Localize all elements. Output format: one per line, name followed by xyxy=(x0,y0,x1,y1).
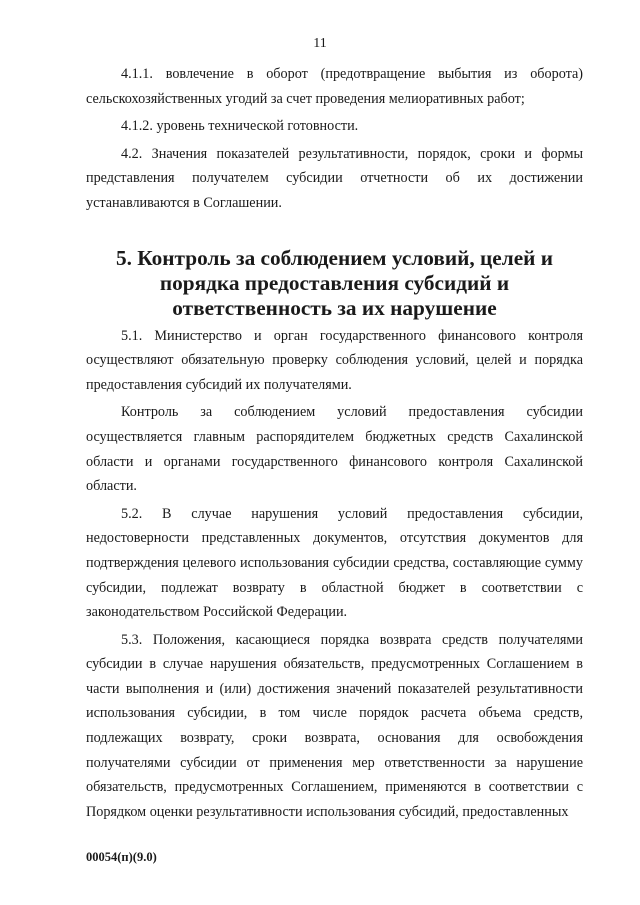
paragraph-4-2: 4.2. Значения показателей результативности, порядок, сроки и формы представления получателем субсидии отчетности об их достижении устанавливаются в Соглашении. xyxy=(86,145,583,211)
paragraph-5-1-control: Контроль за соблюдением условий предоставления субсидии осуществляется главным распорядителем бюджетных средств Сахалинской области и органами государственного финансового контроля Сахалинской области. xyxy=(86,404,583,495)
paragraph-4-1-2: 4.1.2. уровень технической готовности. xyxy=(121,118,359,135)
paragraph-5-3: 5.3. Положения, касающиеся порядка возврата средств получателями субсидии в случае нарушения обязательств, предусмотренных Соглашением в части выполнения и (или) достижения значений показателей результативности использования субсидии, в том числе порядок расчета объема средств, подлежащих возврату, сроки возврата, основания для освобождения получателями субсидии от применения мер ответственности за нарушение обязательств, предусмотренных Соглашением, применяются в соответствии с Порядком оценки результативности использования субсидий, предоставленных xyxy=(86,631,583,820)
document-code: 00054(п)(9.0) xyxy=(86,850,157,864)
paragraph-5-1: 5.1. Министерство и орган государственного финансового контроля осуществляют обязательную проверку соблюдения условий, целей и порядка предоставления субсидий их получателями. xyxy=(86,327,583,393)
paragraph-5-2: 5.2. В случае нарушения условий предоставления субсидии, недостоверности представленных документов, отсутствия документов для подтверждения целевого использования субсидии средства, составляющие сумму субсидии, подлежат возврату в областной бюджет в соответствии с законодательством Российской Федерации. xyxy=(86,505,583,621)
section-heading: 5. Контроль за соблюдением условий, целей и порядка предоставления субсидий и ответственность за их нарушение xyxy=(115,245,554,320)
paragraph-4-1-1: 4.1.1. вовлечение в оборот (предотвращение выбытия из оборота) сельскохозяйственных угодий за счет проведения мелиоративных работ; xyxy=(86,66,583,107)
document-body xyxy=(86,62,583,824)
page-number: 11 xyxy=(313,36,327,51)
